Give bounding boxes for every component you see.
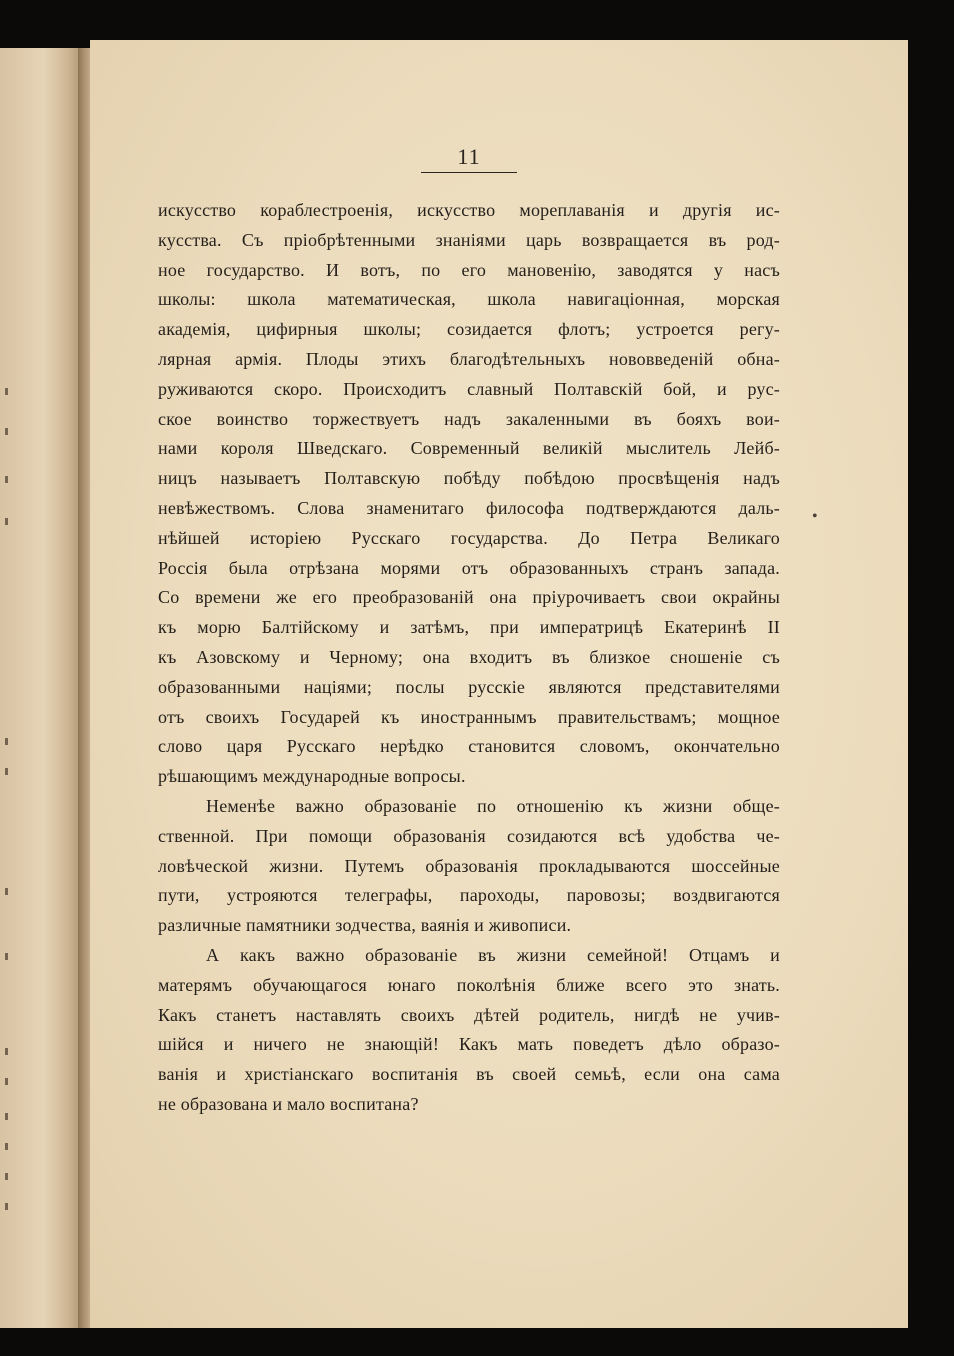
facing-page-text-fragment (5, 768, 8, 775)
text-line: Какъ станетъ наставлять своихъ дѣтей родитель, нигдѣ не учив- (158, 1004, 780, 1025)
text-line: ницъ называетъ Полтавскую побѣду побѣдою просвѣщенія надъ (158, 468, 780, 489)
text-line: Неменѣе важно образованіе по отношенію къ жизни обще- (206, 795, 780, 816)
text-line: отъ своихъ Государей къ иностраннымъ правительствамъ; мощное (158, 706, 780, 727)
text-line: Россія была отрѣзана морями отъ образованныхъ странъ запада. (158, 557, 780, 578)
text-line: ное государство. И вотъ, по его мановенію, заводятся у насъ (158, 259, 780, 280)
facing-page-text-fragment (5, 1203, 8, 1210)
facing-page-edge (0, 48, 80, 1328)
text-line: шійся и ничего не знающій! Какъ мать поведетъ дѣло образо- (158, 1034, 780, 1055)
text-line: ское воинство торжествуетъ надъ закаленными въ бояхъ вои- (158, 408, 780, 429)
text-line: лярная армія. Плоды этихъ благодѣтельныхъ нововведеній обна- (158, 348, 780, 369)
text-line: къ Азовскому и Черному; она входитъ въ близкое сношеніе съ (158, 646, 780, 667)
facing-page-text-fragment (5, 738, 8, 745)
text-line: различные памятники зодчества, ваянія и живописи. (158, 915, 572, 936)
facing-page-text-fragment (5, 1078, 8, 1085)
facing-page-text-fragment (5, 1143, 8, 1150)
paragraph (158, 196, 780, 792)
facing-page-text-fragment (5, 476, 8, 483)
facing-page-text-fragment (5, 518, 8, 525)
page-number-rule (421, 172, 517, 173)
text-line: ственной. При помощи образованія созидаются всѣ удобства че- (158, 825, 780, 846)
text-line: А какъ важно образованіе въ жизни семейной! Отцамъ и (206, 944, 780, 965)
text-line: образованными націями; послы русскіе являются представителями (158, 676, 780, 697)
text-line: къ морю Балтійскому и затѣмъ, при императрицѣ Екатеринѣ II (158, 617, 780, 638)
text-line: нами короля Шведскаго. Современный великій мыслитель Лейб- (158, 438, 780, 459)
facing-page-text-fragment (5, 1173, 8, 1180)
facing-page-text-fragment (5, 1048, 8, 1055)
text-line: матерямъ обучающагося юнаго поколѣнія ближе всего это знать. (158, 974, 780, 995)
facing-page-text-fragment (5, 1113, 8, 1120)
text-line: ванія и христіанскаго воспитанія въ своей семьѣ, если она сама (158, 1064, 780, 1085)
text-line: ловѣческой жизни. Путемъ образованія прокладываются шоссейные (158, 855, 780, 876)
paragraph (158, 792, 780, 941)
page-number: 11 (457, 144, 481, 169)
text-line: слово царя Русскаго нерѣдко становится словомъ, окончательно (158, 736, 780, 757)
facing-page-text-fragment (5, 888, 8, 895)
facing-page-text-fragment (5, 388, 8, 395)
paragraph (158, 941, 780, 1120)
margin-ink-spot: • (812, 508, 818, 525)
body-text (158, 196, 780, 1120)
text-line: Со времени же его преобразованій она пріурочиваетъ свои окрайны (158, 587, 780, 608)
facing-page-text-fragment (5, 953, 8, 960)
text-line: искусство кораблестроенія, искусство мореплаванія и другія ис- (158, 200, 780, 220)
facing-page-text-fragment (5, 428, 8, 435)
text-line: нѣйшей исторіею Русскаго государства. До Петра Великаго (158, 527, 780, 548)
text-line: кусства. Съ пріобрѣтенными знаніями царь возвращается въ род- (158, 229, 780, 250)
text-line: невѣжествомъ. Слова знаменитаго философа подтверждаются даль- (158, 497, 780, 518)
text-line: академія, цифирныя школы; созидается флотъ; устроется регу- (158, 319, 780, 340)
text-line: не образована и мало воспитана? (158, 1093, 419, 1114)
text-line: школы: школа математическая, школа навигаціонная, морская (158, 289, 780, 310)
text-line: руживаются скоро. Происходитъ славный Полтавскій бой, и рус- (158, 378, 780, 399)
text-line: пути, устрояются телеграфы, пароходы, паровозы; воздвигаются (158, 885, 780, 906)
text-line: рѣшающимъ международные вопросы. (158, 766, 466, 787)
